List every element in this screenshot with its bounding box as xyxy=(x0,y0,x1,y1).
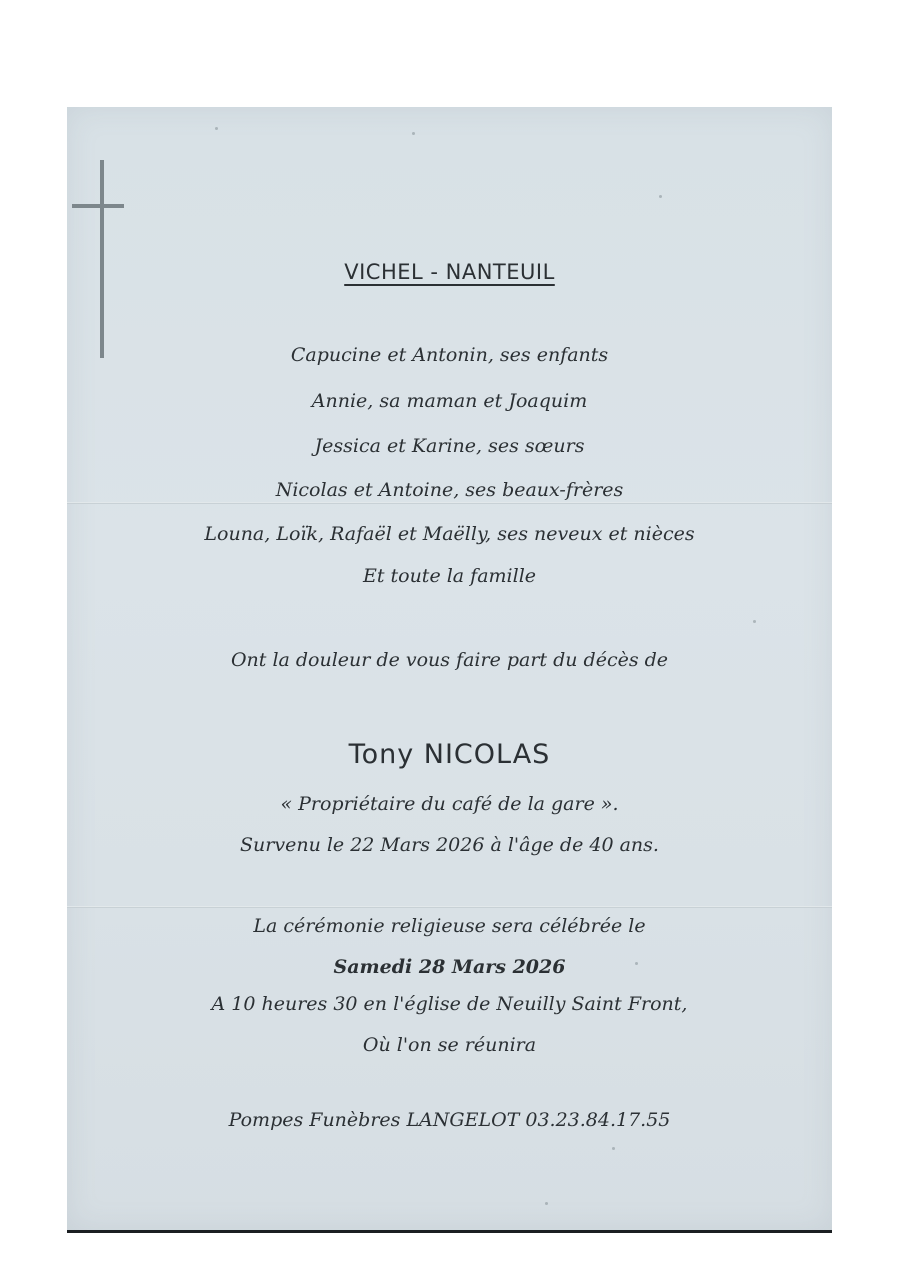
paper-fold xyxy=(67,906,832,908)
notice-paper xyxy=(67,107,832,1233)
relatives-line: Jessica et Karine, ses sœurs xyxy=(314,435,585,457)
paper-speck xyxy=(659,195,662,198)
paper-speck xyxy=(612,1147,615,1150)
gathering-info: Où l'on se réunira xyxy=(362,1034,537,1056)
relatives-line: Et toute la famille xyxy=(362,565,537,587)
relatives-line: Louna, Loïk, Rafaël et Maëlly, ses neveux et nièces xyxy=(204,523,695,545)
cross-icon-bar xyxy=(72,204,124,208)
paper-fold xyxy=(67,502,832,504)
paper-speck xyxy=(412,132,415,135)
paper-speck xyxy=(545,1202,548,1205)
deceased-title: « Propriétaire du café de la gare ». xyxy=(280,793,619,815)
family-name-heading: VICHEL - NANTEUIL xyxy=(344,260,555,284)
paper-speck xyxy=(753,620,756,623)
relatives-line: Annie, sa maman et Joaquim xyxy=(311,390,588,412)
ceremony-date: Samedi 28 Mars 2026 xyxy=(333,956,566,978)
relatives-line: Nicolas et Antoine, ses beaux-frères xyxy=(275,479,624,501)
funeral-home-info: Pompes Funèbres LANGELOT 03.23.84.17.55 xyxy=(228,1109,671,1131)
death-info: Survenu le 22 Mars 2026 à l'âge de 40 ans. xyxy=(240,834,659,856)
ceremony-intro: La cérémonie religieuse sera célébrée le xyxy=(253,915,646,937)
relatives-line: Capucine et Antonin, ses enfants xyxy=(290,344,609,366)
paper-speck xyxy=(215,127,218,130)
announcement-text: Ont la douleur de vous faire part du décès de xyxy=(230,649,669,671)
ceremony-place: A 10 heures 30 en l'église de Neuilly Saint Front, xyxy=(211,993,688,1015)
cross-icon xyxy=(100,160,104,358)
deceased-name: Tony NICOLAS xyxy=(348,739,551,770)
